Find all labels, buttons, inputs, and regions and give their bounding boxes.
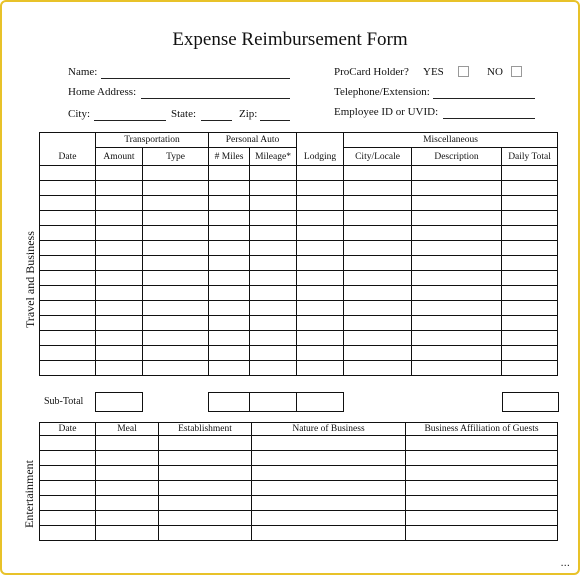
table-cell[interactable] (96, 466, 159, 481)
entertainment-table (39, 422, 558, 541)
home-address-field[interactable] (141, 98, 290, 99)
table-cell[interactable] (40, 211, 96, 226)
table-cell[interactable] (96, 166, 143, 181)
subtotal-miles-box[interactable] (208, 392, 250, 412)
table-cell[interactable] (143, 301, 209, 316)
group-personal-auto: Personal Auto (209, 133, 297, 148)
table-cell[interactable] (344, 166, 412, 181)
table-cell[interactable] (250, 211, 297, 226)
table-cell[interactable] (143, 346, 209, 361)
table-cell[interactable] (412, 241, 502, 256)
table-cell[interactable] (297, 241, 344, 256)
table-cell[interactable] (143, 166, 209, 181)
table-cell[interactable] (40, 271, 96, 286)
table-cell[interactable] (502, 196, 558, 211)
table-cell[interactable] (250, 166, 297, 181)
procard-label: ProCard Holder? (334, 66, 409, 78)
table-cell[interactable] (344, 256, 412, 271)
name-field[interactable] (101, 78, 290, 79)
table-cell[interactable] (40, 226, 96, 241)
table-cell[interactable] (40, 241, 96, 256)
table-cell[interactable] (209, 361, 250, 376)
travel-table (39, 132, 558, 376)
group-transportation: Transportation (96, 133, 209, 148)
table-cell[interactable] (344, 241, 412, 256)
table-cell[interactable] (143, 256, 209, 271)
table-cell[interactable] (412, 271, 502, 286)
table-cell[interactable] (250, 361, 297, 376)
city-field[interactable] (94, 120, 166, 121)
travel-row (40, 286, 558, 301)
col-daily-total: Daily Total (502, 148, 558, 166)
table-cell[interactable] (252, 526, 406, 541)
table-cell[interactable] (250, 256, 297, 271)
table-cell[interactable] (297, 286, 344, 301)
table-cell[interactable] (143, 286, 209, 301)
travel-row (40, 226, 558, 241)
entertainment-row (40, 496, 558, 511)
travel-row (40, 361, 558, 376)
table-cell[interactable] (252, 466, 406, 481)
table-cell[interactable] (252, 436, 406, 451)
procard-no-label: NO (487, 66, 503, 78)
table-cell[interactable] (40, 346, 96, 361)
procard-yes-checkbox[interactable] (458, 66, 469, 77)
table-cell[interactable] (209, 346, 250, 361)
table-cell[interactable] (40, 496, 96, 511)
ent-col-meal: Meal (96, 423, 159, 436)
table-cell[interactable] (412, 196, 502, 211)
table-cell[interactable] (209, 196, 250, 211)
table-cell[interactable] (40, 166, 96, 181)
table-cell[interactable] (412, 331, 502, 346)
table-cell[interactable] (96, 316, 143, 331)
subtotal-daily-total-box[interactable] (502, 392, 559, 412)
table-cell[interactable] (40, 451, 96, 466)
table-cell[interactable] (406, 436, 558, 451)
table-cell[interactable] (143, 241, 209, 256)
table-cell[interactable] (412, 361, 502, 376)
col-type: Type (143, 148, 209, 166)
table-cell[interactable] (412, 286, 502, 301)
table-cell[interactable] (96, 181, 143, 196)
table-cell[interactable] (159, 526, 252, 541)
state-field[interactable] (201, 120, 232, 121)
travel-row (40, 271, 558, 286)
table-cell[interactable] (96, 481, 159, 496)
table-cell[interactable] (297, 361, 344, 376)
table-cell[interactable] (250, 196, 297, 211)
table-cell[interactable] (96, 196, 143, 211)
subtotal-amount-box[interactable] (95, 392, 143, 412)
table-cell[interactable] (297, 196, 344, 211)
table-cell[interactable] (96, 511, 159, 526)
table-cell[interactable] (96, 331, 143, 346)
travel-row (40, 331, 558, 346)
table-cell[interactable] (297, 226, 344, 241)
table-cell[interactable] (250, 316, 297, 331)
table-cell[interactable] (209, 181, 250, 196)
telephone-label: Telephone/Extension: (334, 86, 430, 98)
entertainment-row (40, 466, 558, 481)
entertainment-row (40, 481, 558, 496)
table-cell[interactable] (406, 451, 558, 466)
table-cell[interactable] (297, 271, 344, 286)
travel-row (40, 316, 558, 331)
ent-col-establishment: Establishment (159, 423, 252, 436)
table-cell[interactable] (502, 211, 558, 226)
table-cell[interactable] (250, 301, 297, 316)
table-cell[interactable] (209, 316, 250, 331)
table-cell[interactable] (143, 271, 209, 286)
table-cell[interactable] (159, 511, 252, 526)
table-cell[interactable] (209, 256, 250, 271)
table-cell[interactable] (412, 346, 502, 361)
table-cell[interactable] (412, 256, 502, 271)
table-cell[interactable] (40, 481, 96, 496)
table-cell[interactable] (96, 436, 159, 451)
table-cell[interactable] (344, 226, 412, 241)
table-cell[interactable] (40, 181, 96, 196)
travel-row (40, 241, 558, 256)
entertainment-row (40, 451, 558, 466)
table-cell[interactable] (344, 331, 412, 346)
table-cell[interactable] (159, 451, 252, 466)
table-cell[interactable] (344, 361, 412, 376)
col-city-locale: City/Locale (344, 148, 412, 166)
table-cell[interactable] (143, 226, 209, 241)
employee-id-label: Employee ID or UVID: (334, 106, 439, 118)
travel-row (40, 196, 558, 211)
table-cell[interactable] (412, 316, 502, 331)
table-cell[interactable] (250, 226, 297, 241)
table-cell[interactable] (40, 526, 96, 541)
table-cell[interactable] (297, 346, 344, 361)
table-cell[interactable] (96, 211, 143, 226)
table-cell[interactable] (209, 166, 250, 181)
table-cell[interactable] (406, 481, 558, 496)
table-cell[interactable] (96, 526, 159, 541)
table-cell[interactable] (143, 361, 209, 376)
table-cell[interactable] (412, 226, 502, 241)
travel-row (40, 346, 558, 361)
table-cell[interactable] (96, 226, 143, 241)
table-cell[interactable] (143, 316, 209, 331)
travel-row (40, 256, 558, 271)
zip-field[interactable] (260, 120, 290, 121)
table-cell[interactable] (344, 316, 412, 331)
table-cell[interactable] (502, 331, 558, 346)
form-title: Expense Reimbursement Form (172, 29, 408, 50)
travel-row (40, 301, 558, 316)
table-cell[interactable] (250, 286, 297, 301)
table-cell[interactable] (40, 331, 96, 346)
table-cell[interactable] (502, 346, 558, 361)
table-cell[interactable] (96, 286, 143, 301)
table-cell[interactable] (40, 361, 96, 376)
table-cell[interactable] (209, 301, 250, 316)
table-cell[interactable] (344, 346, 412, 361)
table-cell[interactable] (297, 301, 344, 316)
more-indicator: ... (560, 558, 570, 569)
table-cell[interactable] (40, 256, 96, 271)
table-cell[interactable] (209, 226, 250, 241)
entertainment-side-label: Entertainment (22, 460, 36, 528)
table-cell[interactable] (143, 196, 209, 211)
table-cell[interactable] (406, 496, 558, 511)
table-cell[interactable] (96, 496, 159, 511)
table-cell[interactable] (344, 181, 412, 196)
col-description: Description (412, 148, 502, 166)
table-cell[interactable] (502, 166, 558, 181)
table-cell[interactable] (96, 451, 159, 466)
table-cell[interactable] (252, 481, 406, 496)
table-cell[interactable] (209, 241, 250, 256)
table-cell[interactable] (297, 166, 344, 181)
table-cell[interactable] (412, 211, 502, 226)
table-cell[interactable] (40, 196, 96, 211)
table-cell[interactable] (297, 181, 344, 196)
table-cell[interactable] (252, 511, 406, 526)
table-cell[interactable] (96, 346, 143, 361)
table-cell[interactable] (159, 481, 252, 496)
table-cell[interactable] (502, 181, 558, 196)
table-cell[interactable] (344, 286, 412, 301)
table-cell[interactable] (502, 226, 558, 241)
travel-row (40, 166, 558, 181)
travel-row (40, 211, 558, 226)
entertainment-row (40, 511, 558, 526)
procard-yes-label: YES (423, 66, 444, 78)
table-cell[interactable] (344, 271, 412, 286)
table-cell[interactable] (502, 316, 558, 331)
travel-side-label: Travel and Business (23, 231, 37, 328)
table-cell[interactable] (96, 301, 143, 316)
table-cell[interactable] (412, 181, 502, 196)
table-cell[interactable] (159, 436, 252, 451)
table-cell[interactable] (502, 271, 558, 286)
col-mileage: Mileage* (250, 148, 297, 166)
travel-row (40, 181, 558, 196)
table-cell[interactable] (406, 466, 558, 481)
table-cell[interactable] (250, 346, 297, 361)
group-miscellaneous: Miscellaneous (344, 133, 558, 148)
table-cell[interactable] (297, 316, 344, 331)
table-cell[interactable] (143, 331, 209, 346)
table-cell[interactable] (502, 286, 558, 301)
procard-no-checkbox[interactable] (511, 66, 522, 77)
table-cell[interactable] (406, 526, 558, 541)
table-cell[interactable] (412, 301, 502, 316)
ent-col-date: Date (40, 423, 96, 436)
entertainment-row (40, 526, 558, 541)
table-cell[interactable] (40, 511, 96, 526)
col-lodging: Lodging (297, 133, 344, 166)
name-label: Name: (68, 66, 98, 78)
table-cell[interactable] (209, 271, 250, 286)
table-cell[interactable] (96, 241, 143, 256)
subtotal-label: Sub-Total (44, 396, 84, 407)
table-cell[interactable] (209, 211, 250, 226)
table-cell[interactable] (250, 181, 297, 196)
table-cell[interactable] (344, 211, 412, 226)
table-cell[interactable] (344, 301, 412, 316)
table-cell[interactable] (297, 256, 344, 271)
table-cell[interactable] (96, 361, 143, 376)
table-cell[interactable] (40, 466, 96, 481)
table-cell[interactable] (40, 286, 96, 301)
table-cell[interactable] (250, 331, 297, 346)
city-label: City: (68, 108, 91, 120)
table-cell[interactable] (250, 271, 297, 286)
table-cell[interactable] (412, 166, 502, 181)
table-cell[interactable] (252, 451, 406, 466)
table-cell[interactable] (40, 301, 96, 316)
subtotal-lodging-box[interactable] (296, 392, 344, 412)
table-cell[interactable] (40, 316, 96, 331)
table-cell[interactable] (96, 271, 143, 286)
table-cell[interactable] (159, 466, 252, 481)
table-cell[interactable] (40, 436, 96, 451)
table-cell[interactable] (143, 181, 209, 196)
home-address-label: Home Address: (68, 86, 137, 98)
table-cell[interactable] (344, 196, 412, 211)
col-miles: # Miles (209, 148, 250, 166)
table-cell[interactable] (297, 331, 344, 346)
col-amount: Amount (96, 148, 143, 166)
state-label: State: (171, 108, 197, 120)
table-cell[interactable] (252, 496, 406, 511)
ent-col-nature: Nature of Business (252, 423, 406, 436)
telephone-field[interactable] (433, 98, 535, 99)
table-cell[interactable] (502, 241, 558, 256)
col-date: Date (40, 133, 96, 166)
table-cell[interactable] (406, 511, 558, 526)
table-cell[interactable] (297, 211, 344, 226)
table-cell[interactable] (159, 496, 252, 511)
table-cell[interactable] (502, 256, 558, 271)
entertainment-row (40, 436, 558, 451)
table-cell[interactable] (143, 211, 209, 226)
subtotal-mileage-box[interactable] (249, 392, 297, 412)
table-cell[interactable] (502, 301, 558, 316)
table-cell[interactable] (96, 256, 143, 271)
employee-id-field[interactable] (443, 118, 535, 119)
table-cell[interactable] (502, 361, 558, 376)
ent-col-affiliation: Business Affiliation of Guests (406, 423, 558, 436)
zip-label: Zip: (239, 108, 258, 120)
table-cell[interactable] (250, 241, 297, 256)
table-cell[interactable] (209, 286, 250, 301)
table-cell[interactable] (209, 331, 250, 346)
